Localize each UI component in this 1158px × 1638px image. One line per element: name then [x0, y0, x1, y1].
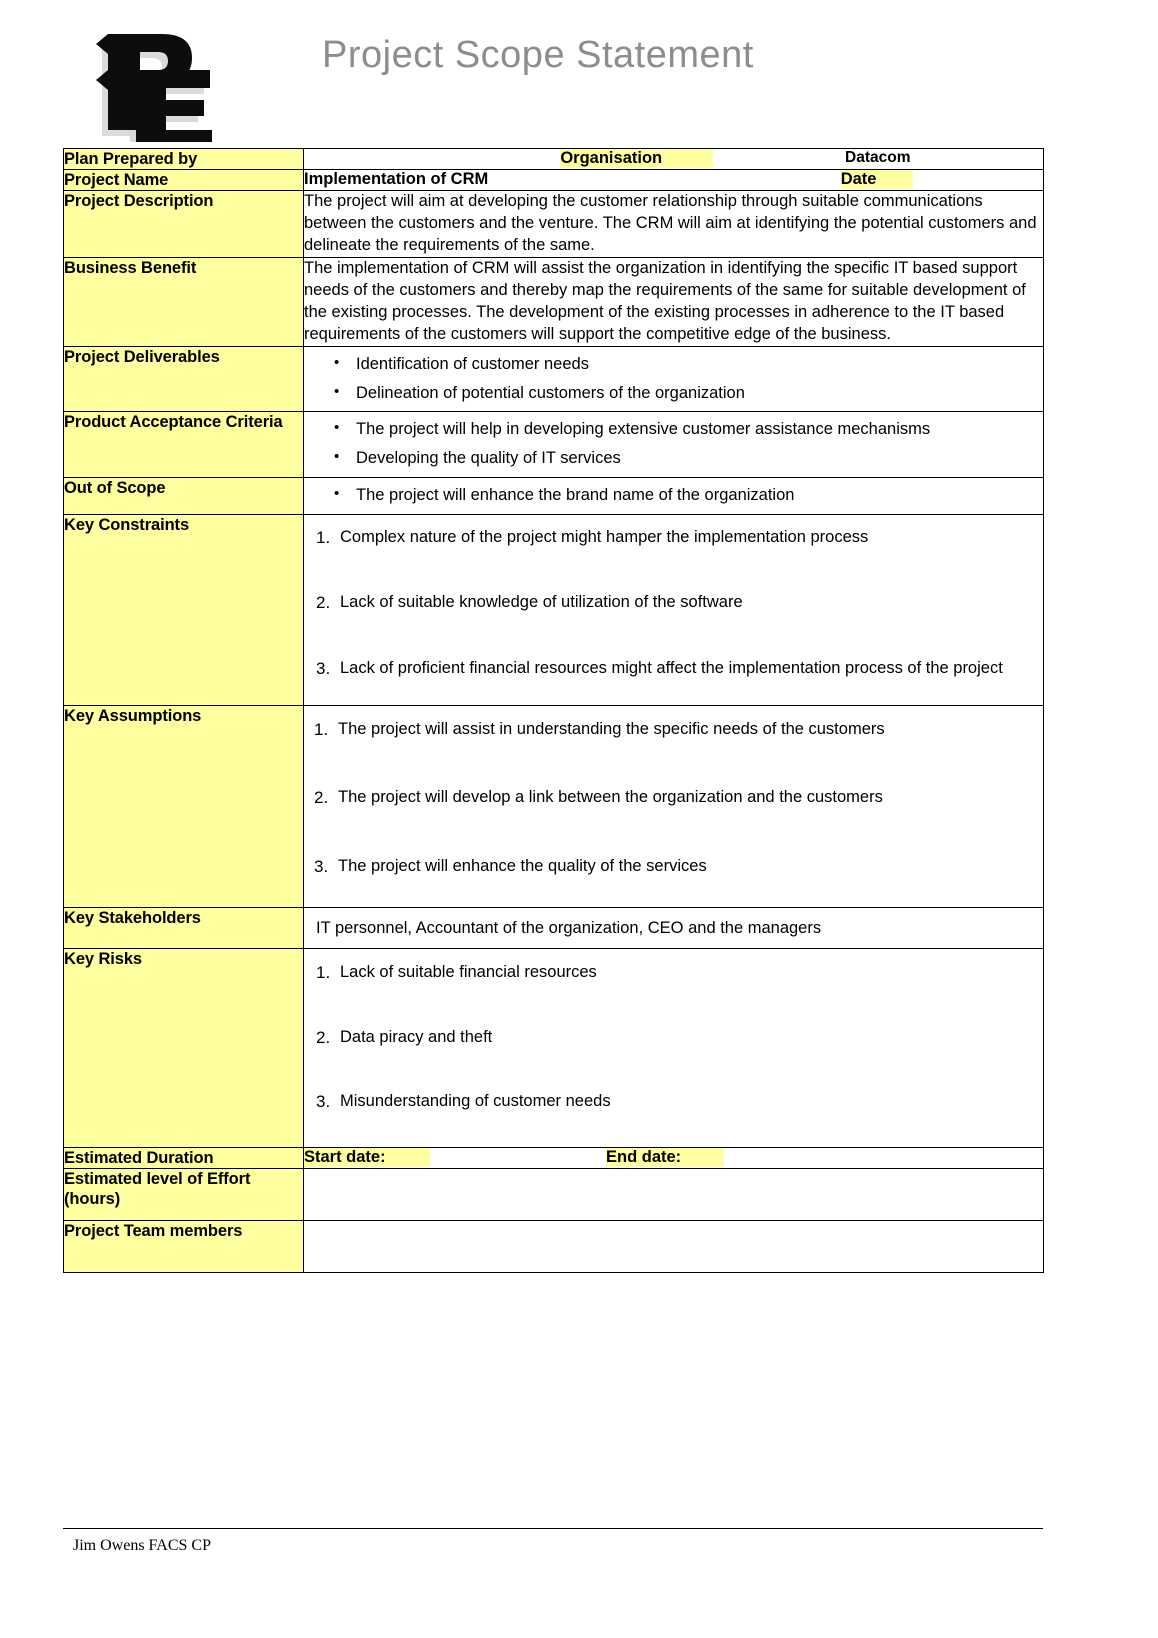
list-item-number: 2.: [314, 788, 329, 808]
input-end-date[interactable]: [724, 1148, 1044, 1167]
list-item-text: Lack of suitable financial resources: [340, 963, 597, 982]
list-item[interactable]: • The project will help in developing extensive customer assistance mechanisms: [356, 419, 1043, 441]
input-start-date[interactable]: [430, 1148, 606, 1167]
cell-project-name-value: [304, 170, 1044, 191]
label-project-deliverables: Project Deliverables: [64, 346, 304, 412]
table-row-out-of-scope: [64, 477, 1044, 514]
table-row-project-deliverables: [64, 346, 1044, 412]
label-key-assumptions: Key Assumptions: [64, 705, 304, 907]
list-item[interactable]: • The project will enhance the brand name of the organization: [356, 485, 1043, 507]
list-item-text: The project will develop a link between the organization and the customers: [338, 788, 883, 807]
list-item[interactable]: [314, 1027, 1035, 1048]
table-row-estimated-effort: [64, 1168, 1044, 1220]
label-product-acceptance-criteria: Product Acceptance Criteria: [64, 412, 304, 478]
label-key-constraints: Key Constraints: [64, 514, 304, 705]
plan-prepared-subrow: [304, 149, 1043, 168]
list-item-text: Lack of suitable knowledge of utilization of the software: [340, 593, 743, 612]
label-out-of-scope: Out of Scope: [64, 477, 304, 514]
list-item-number: 1.: [316, 963, 331, 983]
label-plan-prepared-by: Plan Prepared by: [64, 149, 304, 170]
list-item-text: Lack of proficient financial resources might affect the implementation process of the project: [340, 658, 1003, 677]
label-project-name: Project Name: [64, 170, 304, 191]
input-estimated-effort[interactable]: [304, 1168, 1044, 1220]
list-item-number: 3.: [316, 658, 331, 678]
table-row-key-assumptions: [64, 705, 1044, 907]
table-row-key-stakeholders: [64, 908, 1044, 949]
label-organisation: Organisation: [560, 149, 712, 168]
value-key-risks: [304, 949, 1044, 1147]
list-item[interactable]: • Developing the quality of IT services: [356, 448, 1043, 470]
list-item-number: 1.: [316, 527, 331, 547]
page-footer: [63, 1528, 1043, 1555]
list-item-number: 1.: [314, 719, 329, 739]
cell-estimated-duration-value: [304, 1147, 1044, 1168]
table-row-project-description: [64, 191, 1044, 258]
table-row-estimated-duration: [64, 1147, 1044, 1168]
table-row-business-benefit: [64, 258, 1044, 347]
project-name-subrow: [304, 170, 1043, 189]
input-project-team-members[interactable]: [304, 1220, 1044, 1272]
value-project-description[interactable]: The project will aim at developing the customer relationship through suitable communications between the customers and the venture. The CRM will aim at identifying the potential customers and delineate the requirements of the same.: [304, 191, 1044, 258]
table-row-product-acceptance-criteria: [64, 412, 1044, 478]
label-project-description: Project Description: [64, 191, 304, 258]
list-item-text: The project will enhance the quality of the services: [338, 856, 707, 875]
list-item[interactable]: [312, 719, 1041, 740]
project-scope-table: [63, 148, 1044, 1273]
duration-subrow: [304, 1148, 1044, 1167]
label-start-date: Start date:: [304, 1148, 430, 1167]
deliverables-list: [304, 354, 1043, 405]
value-key-constraints: [304, 514, 1044, 705]
value-project-name[interactable]: Implementation of CRM: [304, 170, 841, 189]
table-row-plan-prepared-by: [64, 149, 1044, 170]
out-of-scope-list: [304, 485, 1043, 507]
table-row-key-constraints: [64, 514, 1044, 705]
input-plan-prepared-by[interactable]: [304, 149, 560, 168]
key-constraints-list: [314, 527, 1035, 679]
list-item[interactable]: • Identification of customer needs: [356, 354, 1043, 376]
key-assumptions-list: [312, 719, 1041, 877]
logo-icon: [78, 22, 228, 142]
list-item-number: 3.: [314, 856, 329, 876]
table-row-project-name: [64, 170, 1044, 191]
page-title: Project Scope Statement: [322, 34, 754, 76]
table-row-project-team-members: [64, 1220, 1044, 1272]
label-project-team-members: Project Team members: [64, 1220, 304, 1272]
list-item[interactable]: [312, 856, 1041, 877]
value-out-of-scope: [304, 477, 1044, 514]
key-risks-list: [314, 962, 1035, 1112]
list-item[interactable]: [314, 658, 1035, 679]
input-date[interactable]: [913, 170, 1043, 189]
list-item-number: 2.: [316, 593, 331, 613]
acceptance-criteria-list: [304, 419, 1043, 470]
pe-monogram-logo: [78, 22, 228, 142]
list-item[interactable]: [312, 787, 1041, 808]
list-item[interactable]: • Delineation of potential customers of the organization: [356, 383, 1043, 405]
cell-plan-prepared-by-value: [304, 149, 1044, 170]
label-date: Date: [841, 170, 913, 189]
value-product-acceptance-criteria: [304, 412, 1044, 478]
list-item-text: The project will assist in understanding the specific needs of the customers: [338, 719, 885, 738]
list-item-text: Complex nature of the project might hamper the implementation process: [340, 527, 869, 546]
page-header: [0, 0, 1158, 140]
value-organisation[interactable]: Datacom: [713, 149, 1043, 168]
value-key-assumptions: [304, 705, 1044, 907]
table-row-key-risks: [64, 949, 1044, 1147]
label-key-risks: Key Risks: [64, 949, 304, 1147]
label-business-benefit: Business Benefit: [64, 258, 304, 347]
list-item-text: Misunderstanding of customer needs: [340, 1092, 611, 1111]
list-item[interactable]: [314, 527, 1035, 548]
list-item[interactable]: [314, 592, 1035, 613]
label-key-stakeholders: Key Stakeholders: [64, 908, 304, 949]
list-item-number: 2.: [316, 1027, 331, 1047]
list-item[interactable]: [314, 962, 1035, 983]
label-estimated-effort: Estimated level of Effort (hours): [64, 1168, 304, 1220]
value-project-deliverables: [304, 346, 1044, 412]
list-item[interactable]: [314, 1091, 1035, 1112]
value-business-benefit[interactable]: The implementation of CRM will assist the organization in identifying the specific IT based support needs of the customers and thereby map the requirements of the same for suitable development of the existing processes. The development of the existing processes in adherence to the IT based requirements of the customers will support the competitive edge of the business.: [304, 258, 1044, 347]
list-item-number: 3.: [316, 1092, 331, 1112]
label-end-date: End date:: [606, 1148, 724, 1167]
list-item-text: Data piracy and theft: [340, 1027, 493, 1046]
label-estimated-duration: Estimated Duration: [64, 1147, 304, 1168]
value-key-stakeholders[interactable]: IT personnel, Accountant of the organization, CEO and the managers: [304, 908, 1044, 949]
footer-text: Jim Owens FACS CP: [73, 1537, 211, 1554]
